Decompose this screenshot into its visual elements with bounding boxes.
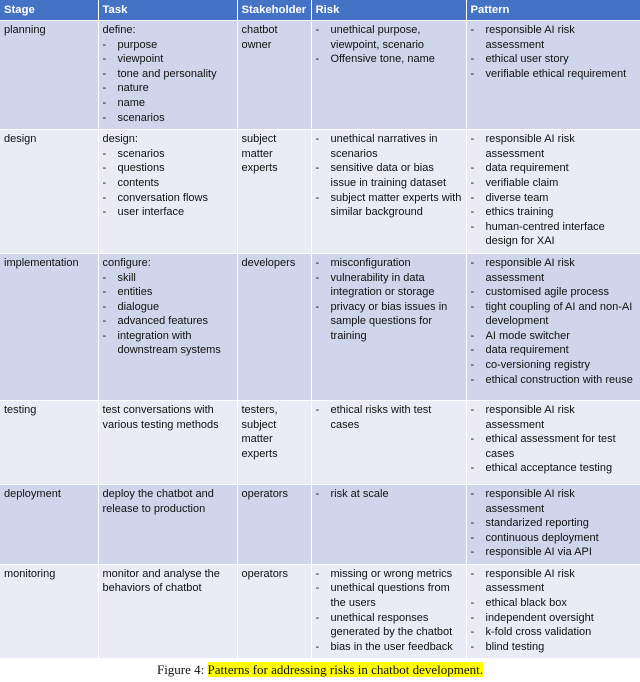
pattern-list [471,256,636,387]
pattern-item: - standarized reporting [471,516,636,531]
risk-item: - misconfiguration [316,256,462,271]
task-cell [98,130,237,254]
task-lead: deploy the chatbot and release to production [102,487,214,515]
pattern-item: - continuous deployment [471,531,636,546]
task-lead: define: [102,24,136,36]
task-item: - advanced features [103,314,233,329]
pattern-item: - ethics training [471,205,636,220]
pattern-item: - verifiable claim [471,176,636,191]
task-lead: design: [102,133,138,146]
table-row [0,21,640,130]
risk-item: - unethical narratives in scenarios [316,132,462,161]
pattern-item: - responsible AI risk assessment [471,23,636,52]
table-row [0,400,640,484]
task-lead: configure: [102,256,151,269]
task-item: - questions [103,161,233,176]
pattern-list [471,403,636,476]
risk-cell [311,564,466,658]
caption-prefix: Figure 4: [156,662,208,677]
risk-item: - ethical risks with test cases [316,403,462,432]
risk-cell [311,21,466,130]
risk-item: - unethical questions from the users [316,581,462,610]
stage-cell: implementation [0,253,98,400]
table-row [0,130,640,254]
stakeholder-cell: developers [237,253,311,400]
task-item: - nature [103,81,233,96]
risk-item: - vulnerability in data integration or storage [316,271,462,300]
task-cell [98,21,237,130]
pattern-item: - blind testing [471,640,636,655]
task-list [103,271,233,359]
task-item: - name [103,96,233,111]
pattern-item: - customised agile process [471,285,636,300]
pattern-list [471,132,636,249]
pattern-item: - ethical acceptance testing [471,461,636,476]
pattern-item: - human-centred interface design for XAI [471,220,636,249]
pattern-cell [466,564,640,658]
task-lead: test conversations with various testing methods [102,403,219,431]
risk-list [316,132,462,220]
pattern-cell [466,21,640,130]
pattern-item: - AI mode switcher [471,329,636,344]
stage-cell: design [0,130,98,254]
task-item: - purpose [103,38,233,53]
task-cell [98,400,237,484]
header-task: Task [98,0,237,21]
risk-item: - unethical responses generated by the chatbot [316,611,462,640]
risk-cell [311,484,466,564]
pattern-item: - data requirement [471,343,636,358]
pattern-item: - verifiable ethical requirement [471,67,636,82]
task-cell [98,564,237,658]
risk-item: - sensitive data or bias issue in training dataset [316,161,462,190]
pattern-item: - ethical black box [471,596,636,611]
risk-cell [311,253,466,400]
risk-list [316,403,462,432]
task-list [103,38,233,126]
stakeholder-cell: testers, subject matter experts [237,400,311,484]
pattern-item: - responsible AI risk assessment [471,256,636,285]
pattern-cell [466,484,640,564]
task-lead: monitor and analyse the behaviors of chatbot [102,567,220,595]
task-item: - contents [103,176,233,191]
risk-item: - subject matter experts with similar background [316,191,462,220]
pattern-item: - responsible AI risk assessment [471,403,636,432]
pattern-list [471,23,636,81]
header-stakeholder: Stakeholder [237,0,311,21]
stakeholder-cell: subject matter experts [237,130,311,254]
pattern-cell [466,400,640,484]
pattern-item: - data requirement [471,161,636,176]
task-item: - scenarios [103,147,233,162]
table-row [0,564,640,658]
risk-cell [311,130,466,254]
task-item: - integration with downstream systems [103,329,233,358]
pattern-item: - responsible AI risk assessment [471,487,636,516]
figure-caption [0,662,640,678]
table-row [0,484,640,564]
pattern-item: - independent oversight [471,611,636,626]
task-cell [98,484,237,564]
risk-list [316,567,462,655]
pattern-list [471,487,636,560]
header-row [0,0,640,21]
pattern-cell [466,130,640,254]
stakeholder-cell: operators [237,564,311,658]
risk-item: - bias in the user feedback [316,640,462,655]
risk-item: - missing or wrong metrics [316,567,462,582]
header-stage: Stage [0,0,98,21]
header-risk: Risk [311,0,466,21]
task-item: - conversation flows [103,191,233,206]
risk-item: - Offensive tone, name [316,52,462,67]
pattern-item: - ethical assessment for test cases [471,432,636,461]
pattern-item: - ethical construction with reuse [471,373,636,388]
pattern-item: - co-versioning registry [471,358,636,373]
task-item: - tone and personality [103,67,233,82]
task-item: - skill [103,271,233,286]
pattern-item: - responsible AI via API [471,545,636,560]
caption-highlight: Patterns for addressing risks in chatbot development. [207,662,484,677]
stage-cell: planning [0,21,98,130]
task-cell [98,253,237,400]
task-list [103,147,233,220]
pattern-item: - tight coupling of AI and non-AI development [471,300,636,329]
pattern-item: - diverse team [471,191,636,206]
risk-item: - risk at scale [316,487,462,502]
task-item: - user interface [103,205,233,220]
stage-cell: testing [0,400,98,484]
stakeholder-cell: operators [237,484,311,564]
task-item: - entities [103,285,233,300]
pattern-item: - ethical user story [471,52,636,67]
table-row [0,253,640,400]
pattern-item: - responsible AI risk assessment [471,567,636,596]
task-item: - scenarios [103,111,233,126]
stage-cell: monitoring [0,564,98,658]
stakeholder-cell: chatbot owner [237,21,311,130]
pattern-item: - k-fold cross validation [471,625,636,640]
pattern-cell [466,253,640,400]
header-pattern: Pattern [466,0,640,21]
risk-item: - unethical purpose, viewpoint, scenario [316,23,462,52]
table-body [0,21,640,659]
stage-cell: deployment [0,484,98,564]
risk-item: - privacy or bias issues in sample questions for training [316,300,462,344]
risk-list [316,256,462,344]
risk-cell [311,400,466,484]
risk-list [316,23,462,67]
pattern-item: - responsible AI risk assessment [471,132,636,161]
table-header [0,0,640,21]
task-item: - dialogue [103,300,233,315]
task-item: - viewpoint [103,52,233,67]
pattern-list [471,567,636,655]
risk-list [316,487,462,502]
